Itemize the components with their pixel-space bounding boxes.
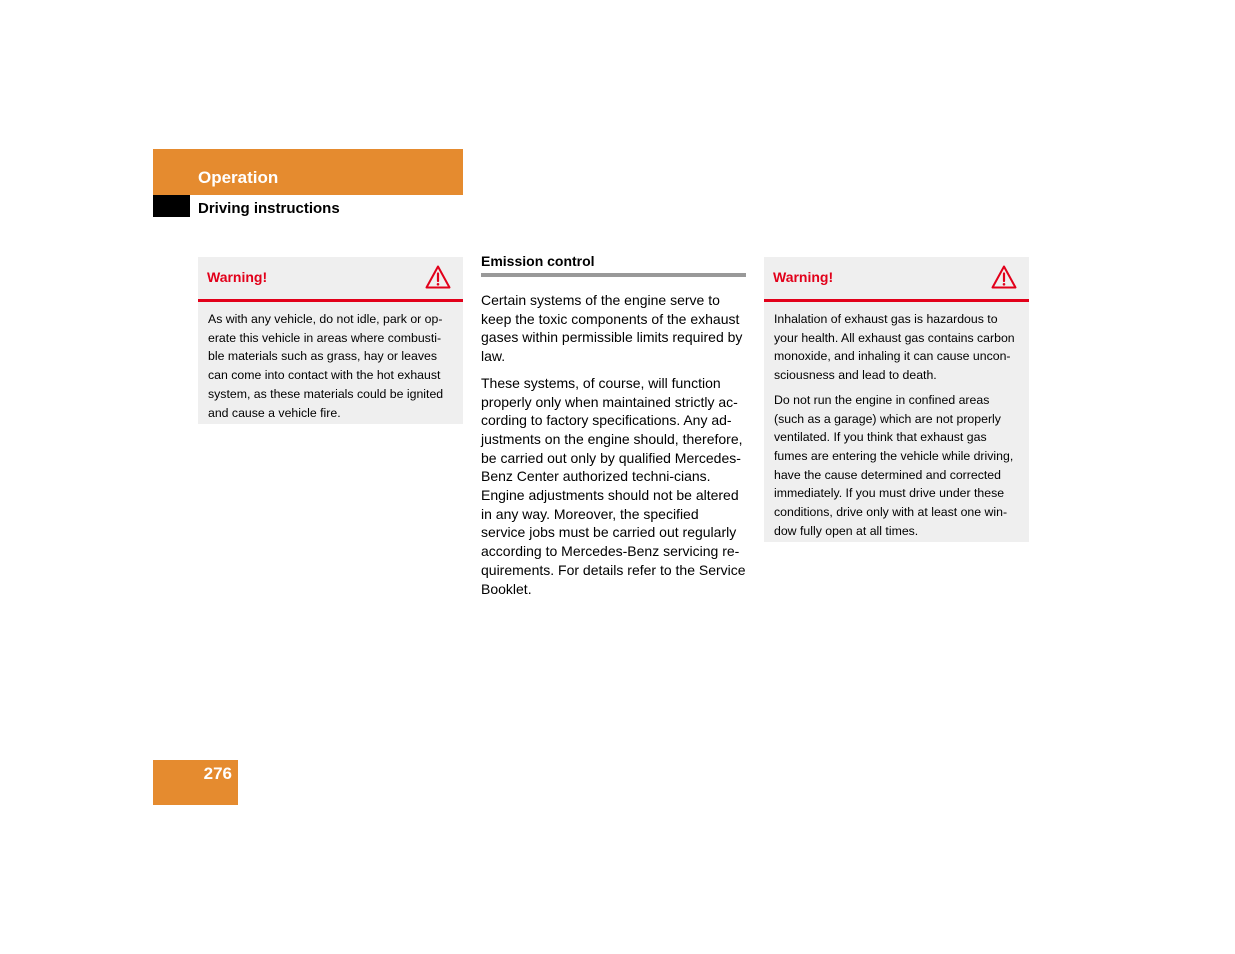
page-number-box — [153, 760, 238, 805]
warning-body — [764, 302, 1029, 548]
warning-label: Warning! — [207, 269, 268, 285]
warning-triangle-icon — [425, 265, 451, 289]
warning-box-fire-hazard — [198, 257, 463, 424]
warning-header — [198, 257, 463, 302]
page-number: 276 — [203, 764, 232, 783]
warning-box-exhaust-gas — [764, 257, 1029, 542]
warning-paragraph: Do not run the engine in confined areas (such as a garage) which are not properly ventilated. If you think that exhaust gas fumes are entering the vehicle while driving, have the cause determined and corrected immediately. If you must drive under these conditions, drive only with at least one win-dow fully open at all times. — [774, 392, 1014, 538]
warning-triangle-icon — [991, 265, 1017, 289]
warning-paragraph: Inhalation of exhaust gas is hazardous to your health. All exhaust gas contains carbon monoxide, and inhaling it can cause uncon-sciousness and lead to death. — [774, 312, 1015, 383]
emission-control-heading: Emission control — [481, 253, 746, 277]
warning-paragraph: As with any vehicle, do not idle, park or op-erate this vehicle in areas where combusti-ble materials such as grass, hay or leaves can come into contact with the hot exhaust system, as these materials could be ignited and cause a vehicle fire. — [208, 312, 444, 420]
section-tab-marker — [153, 195, 190, 217]
emission-control-section — [481, 253, 746, 598]
warning-header — [764, 257, 1029, 302]
body-paragraph: Certain systems of the engine serve to keep the toxic components of the exhaust gases within permissible limits required by law. — [481, 292, 743, 365]
body-paragraph: These systems, of course, will function properly only when maintained strictly ac-cording to factory specifications. Any ad-justments on the engine should, therefore, be carried out only by qualified Mercedes-Benz Center authorized techni-cians. Engine adjustments should not be altered in any way. Moreover, the specified service jobs must be carried out regularly according to Mercedes-Benz servicing re-quirements. For details refer to the Service Booklet. — [481, 374, 746, 597]
warning-label: Warning! — [773, 269, 834, 285]
section-title: Operation — [198, 168, 279, 187]
subsection-title: Driving instructions — [198, 200, 340, 217]
warning-body — [198, 302, 463, 430]
